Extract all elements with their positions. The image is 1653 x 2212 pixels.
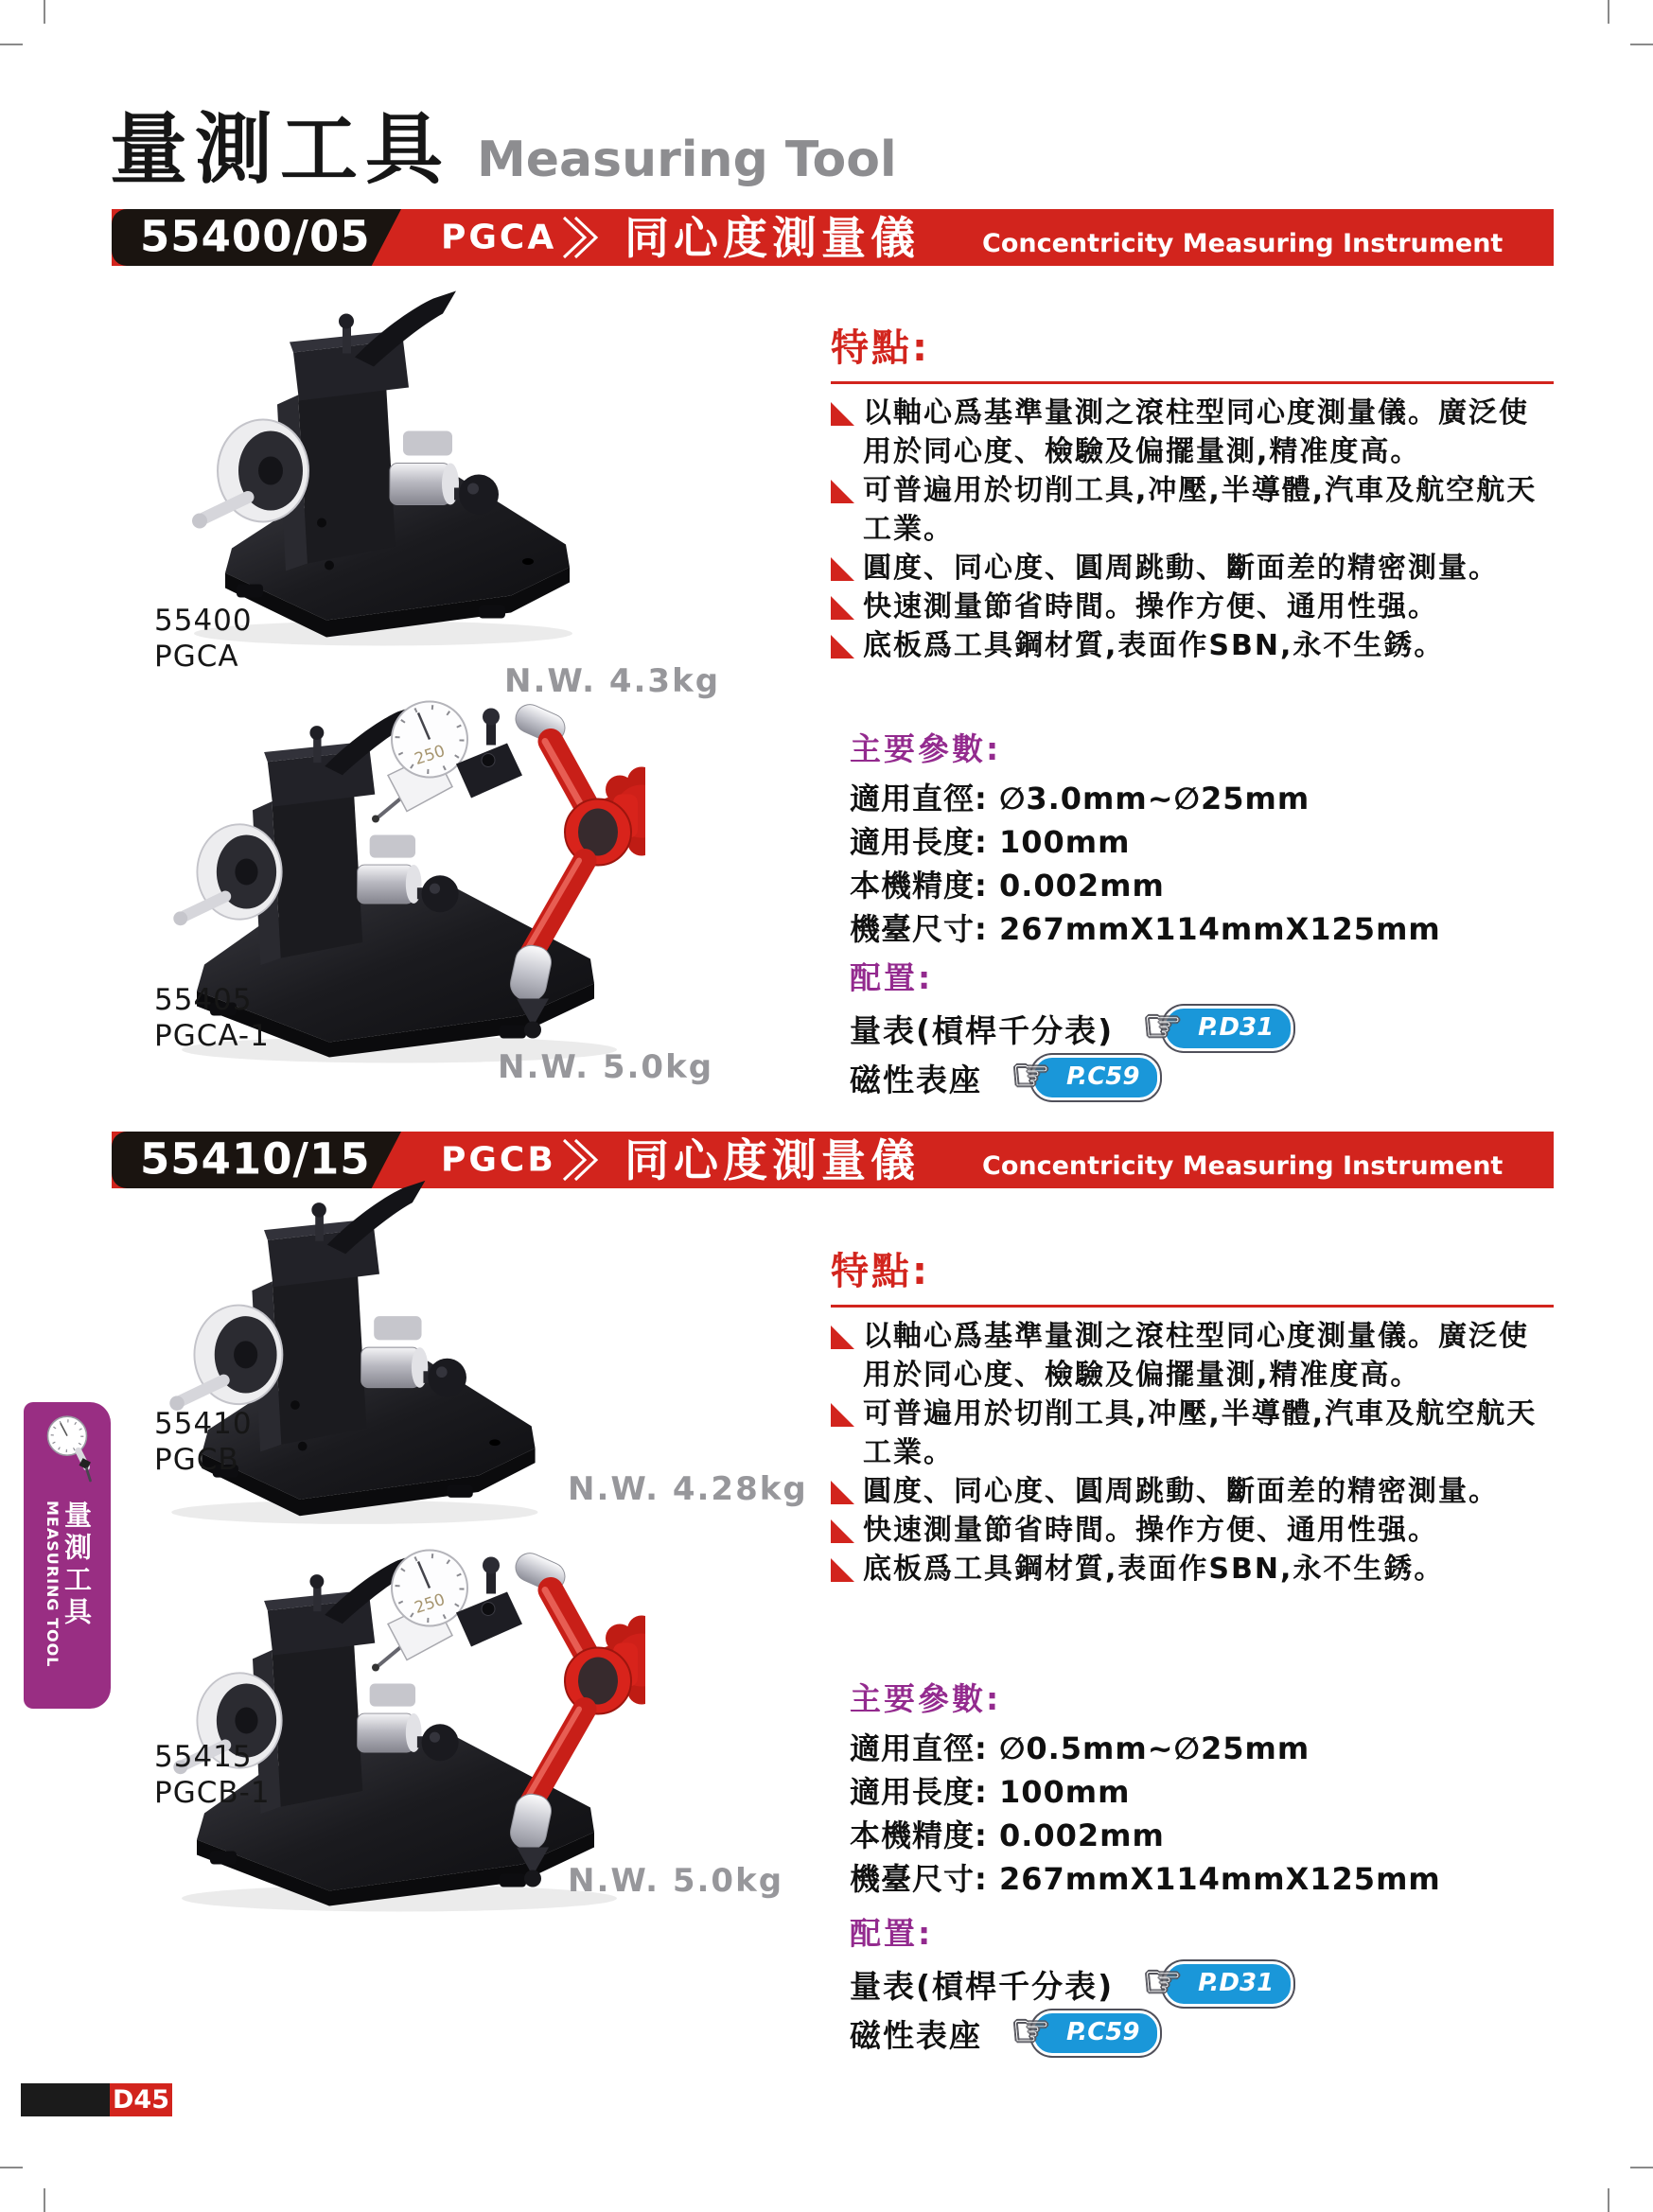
parameters-heading: 主要參數: (850, 730, 1002, 767)
chapter-tab-text (44, 1501, 93, 1668)
product-code: 55400 (154, 604, 253, 638)
param-label: 本機精度: (850, 1817, 988, 1853)
page-title-en: Measuring Tool (477, 132, 897, 188)
param-length (850, 820, 1554, 864)
param-label: 機臺尺寸: (850, 1861, 988, 1897)
crop-mark (1608, 0, 1609, 24)
param-accuracy (850, 1814, 1554, 1857)
series-name: PGCB (441, 1140, 556, 1180)
bullet-triangle-icon (831, 596, 854, 620)
config-heading: 配置: (850, 959, 934, 996)
feature-text: 快速測量節省時間。操作方便、通用性强。 (863, 590, 1438, 623)
page-ref-text: P.C59 (1066, 2018, 1140, 2046)
config-label: 磁性表座 (850, 2016, 982, 2054)
model-codes: 55400/05 (140, 211, 371, 262)
param-value: ∅0.5mm~∅25mm (998, 1730, 1310, 1766)
model-codes: 55410/15 (140, 1133, 371, 1185)
crop-mark (44, 2188, 45, 2212)
dial-indicator-icon (37, 1413, 97, 1491)
config-heading: 配置: (850, 1915, 934, 1952)
param-length (850, 1770, 1554, 1814)
features-block-pgca (831, 318, 1554, 665)
bullet-triangle-icon (831, 635, 854, 658)
param-value: 100mm (998, 824, 1131, 860)
chevron-icon (560, 1138, 604, 1185)
param-value: 0.002mm (998, 868, 1165, 904)
banner-title-en: Concentricity Measuring Instrument (982, 1151, 1504, 1181)
param-value: ∅3.0mm~∅25mm (998, 781, 1310, 816)
net-weight-55400: N.W. 4.3kg (504, 662, 721, 700)
bullet-triangle-icon (831, 557, 854, 581)
param-value: 100mm (998, 1774, 1131, 1810)
config-item-magnetic-base (850, 2005, 1554, 2057)
product-image-55400 (142, 279, 587, 653)
crop-mark (1608, 2188, 1609, 2212)
pointing-hand-icon: ☞ (1143, 1956, 1183, 2008)
product-name: PGCB-1 (154, 1776, 271, 1810)
feature-text: 快速測量節省時間。操作方便、通用性强。 (863, 1514, 1438, 1547)
feature-item (831, 1511, 1554, 1550)
page-ref-badge[interactable] (1143, 1956, 1293, 2008)
chapter-tab-label-zh: 量測工具 (61, 1501, 93, 1629)
net-weight-55410: N.W. 4.28kg (568, 1470, 808, 1508)
param-value: 0.002mm (998, 1817, 1165, 1853)
bullet-triangle-icon (831, 1325, 854, 1349)
banner-title-zh: 同心度測量儀 (624, 212, 920, 265)
banner-title-en: Concentricity Measuring Instrument (982, 229, 1504, 258)
param-value: 267mmX114mmX125mm (998, 911, 1441, 947)
chapter-tab-measuring-tool[interactable] (24, 1402, 111, 1709)
config-label: 磁性表座 (850, 1061, 982, 1098)
feature-item (831, 1550, 1554, 1589)
feature-item (831, 394, 1554, 471)
config-item-dial-gauge (850, 1956, 1554, 2008)
param-label: 機臺尺寸: (850, 911, 988, 947)
chapter-tab-label-en: MEASURING TOOL (44, 1501, 62, 1668)
chevron-icon (560, 216, 604, 263)
page-ref-text: P.D31 (1198, 1013, 1275, 1042)
banner-title-zh: 同心度測量儀 (624, 1134, 920, 1187)
features-list (831, 1317, 1554, 1589)
crop-mark (1630, 2167, 1653, 2168)
feature-text: 可普遍用於切削工具,冲壓,半導體,汽車及航空航天工業。 (863, 474, 1538, 546)
feature-item (831, 1395, 1554, 1472)
bullet-triangle-icon (831, 402, 854, 426)
feature-text: 底板爲工具鋼材質,表面作SBN,永不生銹。 (863, 629, 1445, 662)
bullet-triangle-icon (831, 1403, 854, 1427)
feature-item (831, 626, 1554, 665)
features-heading: 特點: (831, 318, 1554, 384)
parameters-block-pgca (850, 725, 1554, 951)
features-block-pgcb (831, 1241, 1554, 1589)
dial-label: 250 (412, 741, 448, 769)
product-label-55405 (154, 982, 270, 1054)
param-size (850, 1857, 1554, 1901)
product-label-55400 (154, 603, 253, 675)
product-label-55415 (154, 1739, 271, 1811)
feature-text: 圓度、同心度、圓周跳動、斷面差的精密測量。 (863, 552, 1499, 585)
feature-item (831, 1472, 1554, 1511)
crop-mark (0, 2167, 23, 2168)
config-block-pgca (850, 954, 1554, 1106)
feature-text: 以軸心爲基準量測之滾柱型同心度測量儀。廣泛使用於同心度、檢驗及偏擺量測,精准度高。 (863, 396, 1529, 468)
parameters-block-pgcb (850, 1675, 1554, 1901)
config-label: 量表(槓桿千分表) (850, 1967, 1115, 2005)
page-number-badge: D45 (110, 2083, 172, 2116)
page-ref-badge[interactable] (1143, 1000, 1293, 1052)
feature-text: 底板爲工具鋼材質,表面作SBN,永不生銹。 (863, 1553, 1445, 1586)
feature-item (831, 588, 1554, 626)
features-list (831, 394, 1554, 665)
features-heading: 特點: (831, 1241, 1554, 1308)
config-item-magnetic-base (850, 1049, 1554, 1101)
net-weight-55405: N.W. 5.0kg (498, 1048, 714, 1086)
crop-mark (0, 44, 23, 45)
page-title-zh: 量測工具 (110, 105, 451, 195)
param-label: 適用長度: (850, 824, 988, 860)
product-code: 55405 (154, 983, 253, 1017)
param-diameter (850, 1727, 1554, 1770)
config-block-pgcb (850, 1909, 1554, 2062)
feature-text: 可普遍用於切削工具,冲壓,半導體,汽車及航空航天工業。 (863, 1397, 1538, 1469)
param-label: 適用直徑: (850, 1730, 988, 1766)
feature-item (831, 549, 1554, 588)
pointing-hand-icon: ☞ (1011, 2005, 1051, 2057)
feature-item (831, 1317, 1554, 1395)
page-ref-text: P.C59 (1066, 1062, 1140, 1091)
series-name: PGCA (441, 218, 557, 257)
bullet-triangle-icon (831, 1519, 854, 1543)
model-banner-pgca (112, 209, 1554, 266)
product-code: 55415 (154, 1740, 253, 1774)
feature-text: 圓度、同心度、圓周跳動、斷面差的精密測量。 (863, 1475, 1499, 1508)
dial-label: 250 (412, 1589, 448, 1618)
page-ref-text: P.D31 (1198, 1969, 1275, 1997)
pointing-hand-icon: ☞ (1143, 1000, 1183, 1052)
footer-bar (21, 2083, 110, 2116)
page-title (110, 105, 897, 195)
feature-item (831, 471, 1554, 549)
param-label: 適用直徑: (850, 781, 988, 816)
net-weight-55415: N.W. 5.0kg (568, 1862, 784, 1900)
param-diameter (850, 777, 1554, 820)
pointing-hand-icon: ☞ (1011, 1049, 1051, 1101)
product-image-55415 (134, 1516, 645, 1918)
product-code: 55410 (154, 1407, 253, 1441)
config-label: 量表(槓桿千分表) (850, 1011, 1115, 1049)
param-label: 本機精度: (850, 868, 988, 904)
crop-mark (1630, 44, 1653, 45)
product-name: PGCB (154, 1443, 239, 1477)
bullet-triangle-icon (831, 480, 854, 503)
param-label: 適用長度: (850, 1774, 988, 1810)
param-size (850, 907, 1554, 951)
product-name: PGCA (154, 640, 239, 674)
product-name: PGCA-1 (154, 1019, 270, 1053)
product-label-55410 (154, 1406, 253, 1478)
bullet-triangle-icon (831, 1558, 854, 1582)
page-ref-badge[interactable] (1011, 1049, 1160, 1101)
param-value: 267mmX114mmX125mm (998, 1861, 1441, 1897)
feature-text: 以軸心爲基準量測之滾柱型同心度測量儀。廣泛使用於同心度、檢驗及偏擺量測,精准度高。 (863, 1320, 1529, 1392)
config-item-dial-gauge (850, 1000, 1554, 1052)
page-ref-badge[interactable] (1011, 2005, 1160, 2057)
param-accuracy (850, 864, 1554, 907)
crop-mark (44, 0, 45, 24)
bullet-triangle-icon (831, 1481, 854, 1504)
parameters-heading: 主要參數: (850, 1680, 1002, 1717)
